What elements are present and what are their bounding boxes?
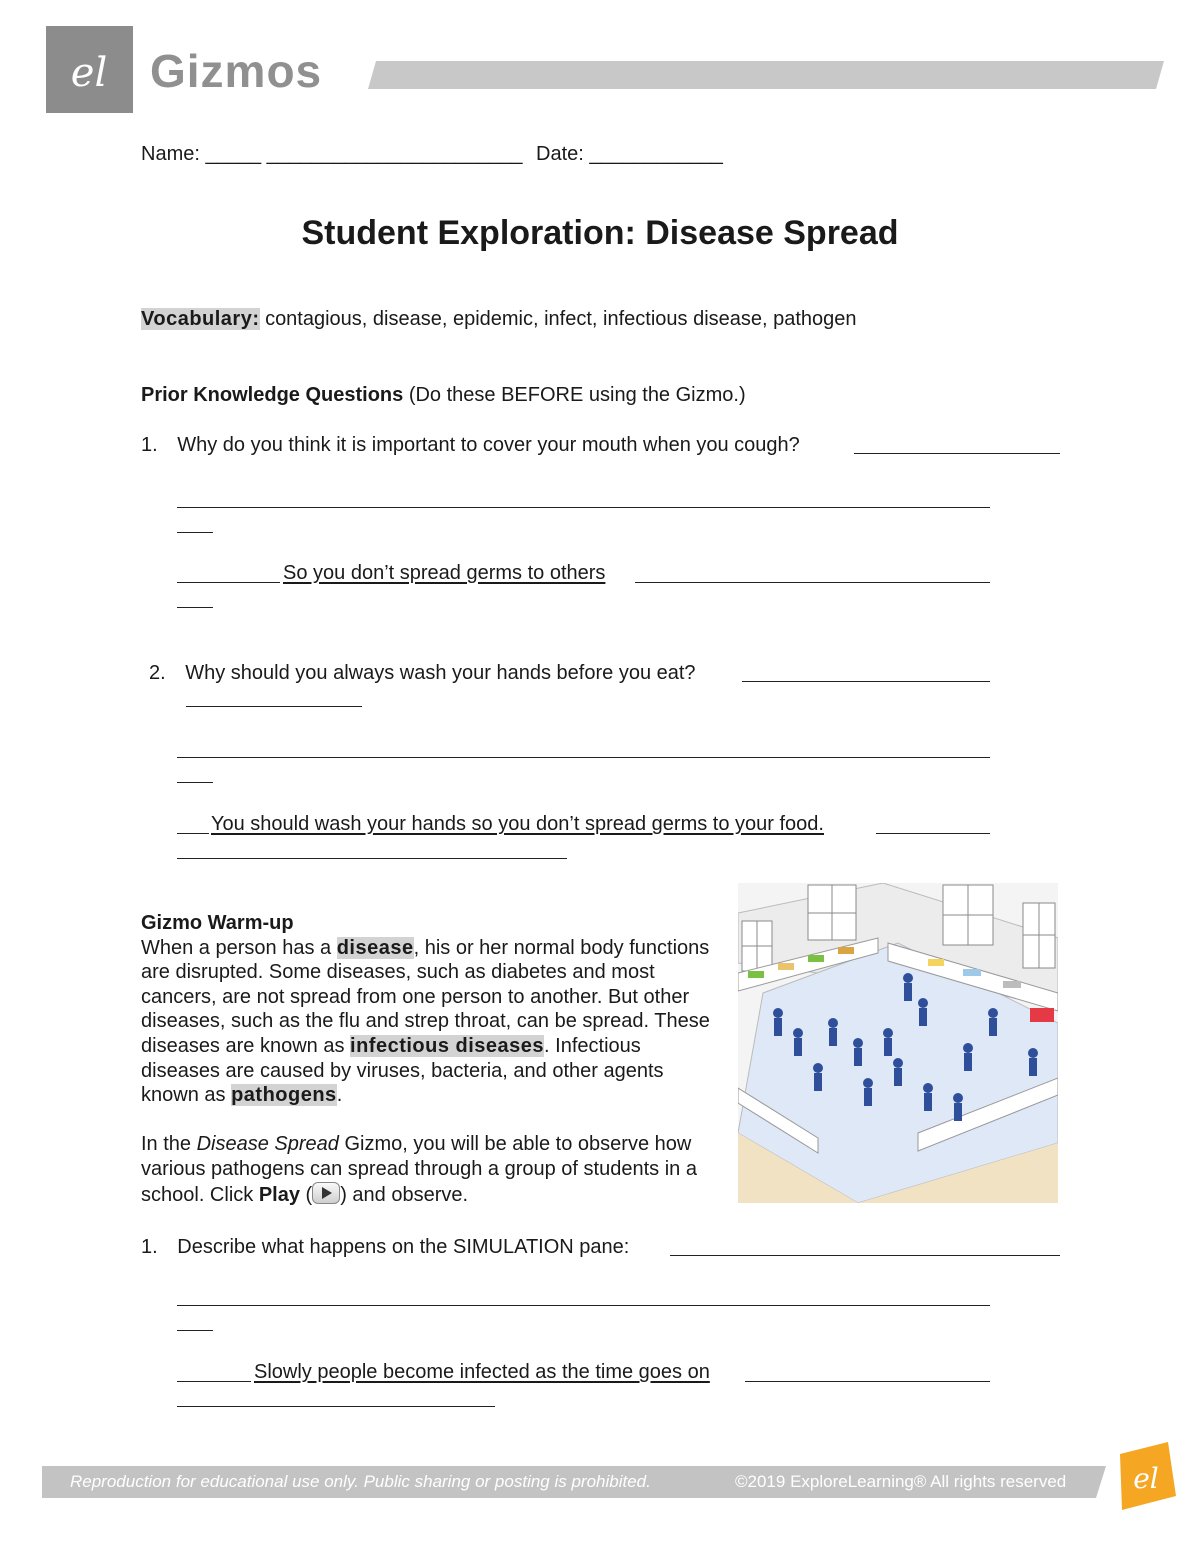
logo-text: el [70, 50, 108, 96]
answer-line[interactable] [745, 1381, 990, 1382]
vocabulary [141, 307, 857, 332]
question-2 [149, 661, 696, 686]
page-title: Student Exploration: Disease Spread [301, 214, 899, 252]
answer-line[interactable] [177, 1406, 495, 1407]
footer-copyright: ©2019 ExploreLearning® All rights reserved [735, 1472, 1067, 1491]
date-label: Date: [536, 143, 584, 165]
answer-text[interactable]: Slowly people become infected as the time goes on [254, 1361, 710, 1383]
vocab-term-infectious-diseases: infectious diseases [350, 1034, 545, 1057]
answer-line[interactable] [177, 582, 280, 583]
answer-line[interactable] [177, 507, 990, 508]
answer-text[interactable]: You should wash your hands so you don’t spread germs to your food. [211, 813, 824, 835]
answer-line[interactable] [177, 757, 990, 758]
question-1 [141, 433, 800, 458]
answer-line[interactable] [177, 607, 213, 608]
brand-name: Gizmos [150, 45, 323, 97]
text-run: , his or her normal body functions are disrupted. Some diseases, such as diabetes and most cancers, are not spread from one person to another. But other diseases, such as the flu and strep throat, can be spread. These diseases are known as [141, 936, 710, 1057]
answer-line[interactable] [177, 782, 213, 783]
text-run: . [336, 1084, 343, 1107]
text-run: . Infectious diseases are caused by viruses, bacteria, and other agents known as [141, 1034, 664, 1107]
answer-line[interactable] [854, 453, 1060, 454]
answer-line[interactable] [177, 833, 209, 834]
cafeteria-simulation-image [738, 883, 1058, 1203]
answer-line[interactable] [177, 1381, 251, 1382]
answer-line[interactable] [177, 1305, 990, 1306]
text-run: In the [141, 1133, 197, 1156]
answer-line[interactable] [177, 858, 567, 859]
answer-line[interactable] [186, 706, 362, 707]
text-run: ( [299, 1183, 313, 1206]
prior-knowledge-note: (Do these BEFORE using the Gizmo.) [408, 384, 746, 406]
vocabulary-terms: contagious, disease, epidemic, infect, infectious disease, pathogen [265, 308, 857, 330]
vocab-term-disease: disease [336, 936, 414, 959]
footer-logo-text: el [1133, 1462, 1159, 1495]
answer-text[interactable]: So you don’t spread germs to others [283, 562, 606, 584]
answer-line[interactable] [742, 681, 990, 682]
play-label: Play [258, 1183, 300, 1206]
answer-line[interactable] [876, 833, 990, 834]
warmup-question-1 [141, 1235, 629, 1260]
question-number: 1. [141, 1236, 158, 1258]
play-icon [312, 1182, 340, 1204]
explorelearning-logo [1112, 1442, 1176, 1510]
warmup-section [141, 911, 721, 1207]
name-field[interactable]: _____ _______________________ [205, 143, 523, 165]
text-run: ) and observe. [340, 1183, 469, 1206]
answer-line[interactable] [177, 532, 213, 533]
question-number: 1. [141, 434, 158, 456]
gizmos-logo [46, 26, 133, 113]
text-run: Gizmo, you will be able to observe how various pathogens can spread through a group of students in a school. Click [141, 1133, 697, 1206]
text-run: When a person has a [141, 936, 337, 959]
question-text: Describe what happens on the SIMULATION pane: [177, 1236, 630, 1258]
prior-knowledge-heading [141, 383, 746, 408]
header-bar [368, 61, 1164, 89]
answer-line[interactable] [670, 1255, 1060, 1256]
answer-line[interactable] [635, 582, 990, 583]
name-label: Name: [141, 143, 200, 165]
vocabulary-label: Vocabulary: [141, 308, 260, 330]
answer-line[interactable] [177, 1330, 213, 1331]
question-text: Why should you always wash your hands before you eat? [185, 662, 696, 684]
warmup-paragraph-2 [141, 1132, 721, 1207]
date-field[interactable]: ____________ [589, 143, 723, 165]
warmup-paragraph-1 [141, 936, 721, 1108]
question-text: Why do you think it is important to cover your mouth when you cough? [177, 434, 800, 456]
footer-notice: Reproduction for educational use only. Public sharing or posting is prohibited. [70, 1472, 651, 1491]
gizmo-name: Disease Spread [196, 1133, 339, 1156]
question-number: 2. [149, 662, 166, 684]
vocab-term-pathogens: pathogens [231, 1084, 337, 1107]
prior-knowledge-title: Prior Knowledge Questions [141, 384, 404, 406]
name-date-line [141, 142, 723, 167]
warmup-heading: Gizmo Warm-up [141, 912, 294, 934]
